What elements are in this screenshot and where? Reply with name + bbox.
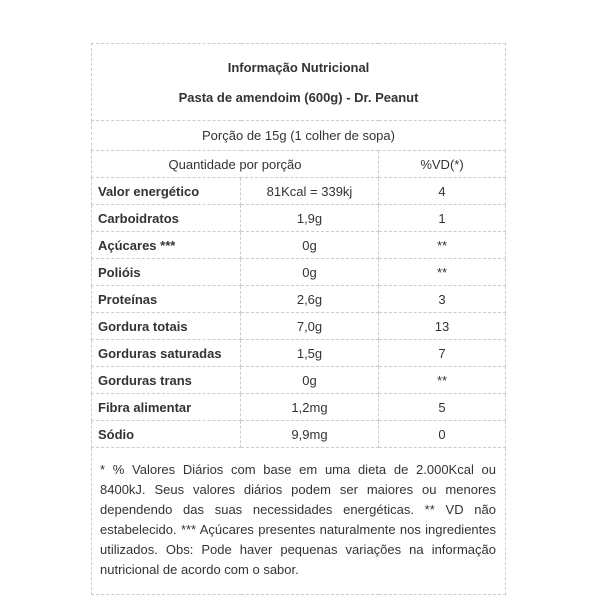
title-spacer bbox=[98, 76, 499, 90]
nutrient-amount: 1,2mg bbox=[241, 394, 379, 421]
nutrient-dv-value: 4 bbox=[379, 178, 506, 205]
nutrient-row bbox=[92, 340, 506, 367]
serving-row bbox=[92, 121, 506, 151]
footnote-cell bbox=[92, 448, 506, 595]
column-header-row bbox=[92, 151, 506, 178]
nutrient-name: Valor energético bbox=[92, 178, 241, 205]
nutrient-dv-value: 5 bbox=[379, 394, 506, 421]
nutrient-row bbox=[92, 313, 506, 340]
nutrient-name: Polióis bbox=[92, 259, 241, 286]
footnote-text: * % Valores Diários com base em uma dieta de 2.000Kcal ou 8400kJ. Seus valores diários podem ser maiores ou menores dependendo das suas necessidades energéticas. ** VD não estabelecido. *** Açúcares presentes naturalmente nos ingredientes utilizados. Obs: Pode haver pequenas variações na informação nutricional de acordo com o sabor. bbox=[100, 462, 497, 577]
nutrient-amount: 0g bbox=[241, 232, 379, 259]
serving-size: Porção de 15g (1 colher de sopa) bbox=[92, 121, 506, 151]
nutrition-facts-table bbox=[91, 43, 506, 595]
nutrient-row bbox=[92, 205, 506, 232]
nutrient-dv-value: ** bbox=[379, 367, 506, 394]
product-name: Pasta de amendoim (600g) - Dr. Peanut bbox=[178, 90, 419, 105]
title-block bbox=[92, 44, 506, 121]
nutrient-dv-value: 3 bbox=[379, 286, 506, 313]
nutrient-dv-value: ** bbox=[379, 232, 506, 259]
footnote-row bbox=[92, 448, 506, 595]
title-row bbox=[92, 44, 506, 121]
nutrient-dv-value: 13 bbox=[379, 313, 506, 340]
nutrient-dv-value: 0 bbox=[379, 421, 506, 448]
column-header-dv: %VD(*) bbox=[379, 151, 506, 178]
nutrient-dv-value: 1 bbox=[379, 205, 506, 232]
nutrient-amount: 2,6g bbox=[241, 286, 379, 313]
nutrient-amount: 81Kcal = 339kj bbox=[241, 178, 379, 205]
nutrient-name: Açúcares *** bbox=[92, 232, 241, 259]
nutrient-name: Carboidratos bbox=[92, 205, 241, 232]
nutrient-row bbox=[92, 232, 506, 259]
nutrient-name: Gorduras trans bbox=[92, 367, 241, 394]
nutrient-amount: 0g bbox=[241, 259, 379, 286]
nutrient-row bbox=[92, 367, 506, 394]
nutrient-row bbox=[92, 421, 506, 448]
nutrition-title: Informação Nutricional bbox=[227, 60, 370, 75]
nutrient-amount: 7,0g bbox=[241, 313, 379, 340]
nutrient-row bbox=[92, 394, 506, 421]
nutrient-row bbox=[92, 286, 506, 313]
nutrient-dv-value: ** bbox=[379, 259, 506, 286]
nutrient-name: Sódio bbox=[92, 421, 241, 448]
nutrient-name: Gorduras saturadas bbox=[92, 340, 241, 367]
nutrient-amount: 0g bbox=[241, 367, 379, 394]
nutrient-amount: 1,5g bbox=[241, 340, 379, 367]
column-header-quantity: Quantidade por porção bbox=[92, 151, 379, 178]
nutrient-amount: 1,9g bbox=[241, 205, 379, 232]
nutrient-name: Fibra alimentar bbox=[92, 394, 241, 421]
nutrient-name: Proteínas bbox=[92, 286, 241, 313]
nutrient-dv-value: 7 bbox=[379, 340, 506, 367]
nutrient-row bbox=[92, 259, 506, 286]
nutrient-name: Gordura totais bbox=[92, 313, 241, 340]
nutrient-amount: 9,9mg bbox=[241, 421, 379, 448]
nutrient-row bbox=[92, 178, 506, 205]
